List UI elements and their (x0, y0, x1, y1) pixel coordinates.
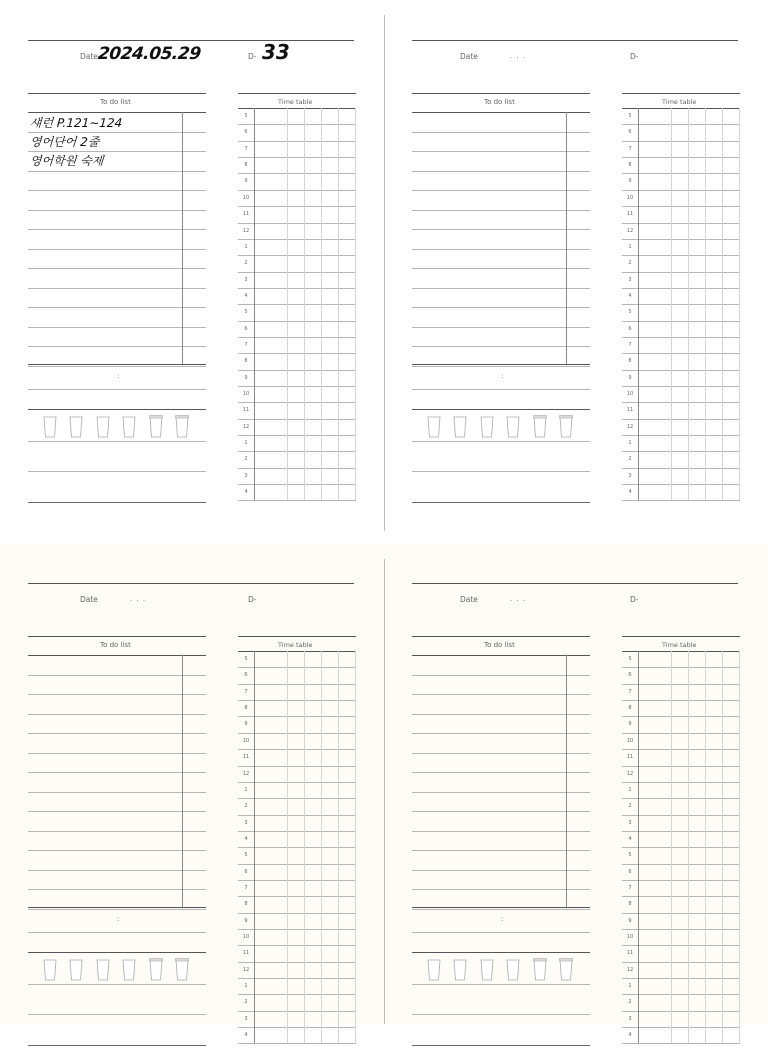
timetable-minute-column (671, 108, 672, 500)
timetable-minute-column (739, 651, 740, 1043)
todo-top-line (412, 93, 590, 94)
timetable-hour-label: 8 (628, 705, 632, 712)
dday-label: D- (248, 595, 257, 604)
timetable-hour-label: 2 (628, 260, 632, 267)
todo-row-line (412, 811, 590, 812)
timetable-hour-label: 12 (626, 966, 634, 973)
todo-row-line (28, 753, 206, 754)
water-cup-icon[interactable] (427, 958, 439, 980)
timetable-minute-column (688, 651, 689, 1043)
todo-row-line (28, 327, 206, 328)
todo-row-line (28, 288, 206, 289)
todo-row-line (28, 307, 206, 308)
water-cup-icon[interactable] (533, 958, 545, 980)
water-cup-icon[interactable] (506, 415, 518, 437)
timetable-hour-label: 12 (626, 423, 634, 430)
water-cup-icon[interactable] (96, 958, 108, 980)
timetable-minute-column (304, 651, 305, 1043)
timetable-hour-label: 6 (244, 325, 248, 332)
todo-row-line (412, 889, 590, 890)
date-label: Date (460, 595, 478, 604)
timetable-hour-label: 11 (626, 407, 634, 414)
water-top-line (412, 952, 590, 953)
timetable-hour-label: 11 (242, 950, 250, 957)
timetable-row-line (622, 1043, 740, 1044)
timetable-hour-label: 6 (244, 672, 248, 679)
study-time-colon: : (501, 372, 504, 380)
todo-check-column (182, 655, 183, 907)
timetable-hour-label: 6 (628, 672, 632, 679)
timetable-hour-label: 12 (626, 227, 634, 234)
timetable-hour-label: 8 (244, 162, 248, 169)
memo-bottom-line (412, 502, 590, 503)
timetable-hour-label: 1 (628, 440, 632, 446)
timetable-hour-label: 3 (244, 819, 248, 826)
timetable-hour-label: 11 (626, 754, 634, 761)
water-top-line (28, 409, 206, 410)
timetable-hour-column (254, 651, 255, 1043)
todo-row-line (412, 268, 590, 269)
timetable-top-line (622, 93, 740, 94)
timetable-hour-label: 6 (244, 129, 248, 136)
todo-row-line (28, 850, 206, 851)
todo-row-line (412, 694, 590, 695)
date-label: Date (80, 595, 98, 604)
timetable-hour-label: 12 (242, 966, 250, 973)
timetable-hour-label: 9 (244, 178, 248, 185)
water-cup-icon[interactable] (122, 415, 134, 437)
timetable-minute-column (321, 651, 322, 1043)
timetable-hour-label: 7 (244, 884, 248, 891)
water-cup-icon[interactable] (149, 958, 161, 980)
timetable-minute-column (287, 108, 288, 500)
study-time-line (412, 389, 590, 390)
todo-row-line (412, 151, 590, 152)
todo-check-column (182, 112, 183, 364)
timetable-hour-label: 1 (628, 786, 632, 793)
timetable-hour-label: 3 (244, 276, 248, 283)
memo-bottom-line (28, 502, 206, 503)
timetable-minute-column (739, 108, 740, 500)
memo-line (412, 984, 590, 985)
planner-page (384, 543, 744, 1063)
timetable-hour-label: 5 (628, 113, 632, 119)
todo-row-line (412, 190, 590, 191)
todo-row-line (412, 307, 590, 308)
timetable-hour-label: 10 (626, 737, 634, 744)
water-cup-icon[interactable] (506, 958, 518, 980)
timetable-hour-column (254, 108, 255, 500)
todo-row-line (28, 694, 206, 695)
date-dots: . . . (130, 595, 147, 603)
date-dots: . . . (510, 52, 527, 60)
timetable-top-line (238, 636, 356, 637)
timetable-minute-column (722, 651, 723, 1043)
memo-line (412, 441, 590, 442)
timetable-hour-label: 7 (628, 688, 632, 695)
timetable-hour-label: 6 (628, 129, 632, 136)
timetable-hour-label: 8 (628, 901, 632, 908)
todo-bottom-line (28, 364, 206, 365)
timetable-hour-label: 8 (628, 358, 632, 365)
todo-row-line (28, 889, 206, 890)
timetable-hour-label: 4 (628, 489, 632, 496)
timetable-hour-label: 7 (628, 884, 632, 891)
timetable-title: Time table (278, 98, 313, 106)
todo-row-line (412, 753, 590, 754)
memo-bottom-line (28, 1045, 206, 1046)
dday-label: D- (630, 52, 639, 61)
todo-title: To do list (484, 98, 515, 106)
timetable-hour-label: 5 (244, 113, 248, 119)
timetable-hour-label: 2 (628, 999, 632, 1006)
timetable-hour-label: 11 (626, 211, 634, 218)
timetable-minute-column (705, 651, 706, 1043)
timetable-hour-label: 2 (244, 456, 248, 463)
water-cup-icon[interactable] (43, 415, 55, 437)
todo-row-line (412, 714, 590, 715)
timetable-hour-label: 8 (244, 358, 248, 365)
timetable-hour-label: 5 (244, 309, 248, 316)
todo-bottom-line (412, 364, 590, 365)
timetable-hour-label: 11 (242, 754, 250, 761)
todo-row-line (28, 733, 206, 734)
timetable-hour-label: 2 (244, 260, 248, 267)
timetable-hour-label: 5 (244, 656, 248, 662)
timetable-hour-label: 5 (628, 656, 632, 662)
todo-row-line (412, 249, 590, 250)
timetable-hour-label: 4 (244, 835, 248, 842)
water-cup-icon[interactable] (122, 958, 134, 980)
timetable-title: Time table (662, 641, 697, 649)
todo-check-column (566, 112, 567, 364)
timetable-hour-column (638, 651, 639, 1043)
water-cup-icon[interactable] (69, 415, 81, 437)
timetable-hour-label: 9 (244, 721, 248, 728)
water-cup-icon[interactable] (480, 958, 492, 980)
todo-title: To do list (484, 641, 515, 649)
water-cup-icon[interactable] (453, 958, 465, 980)
timetable-minute-column (355, 108, 356, 500)
study-time-colon: : (117, 372, 120, 380)
todo-row-line (28, 831, 206, 832)
date-label: Date (80, 52, 98, 61)
todo-top-line (28, 636, 206, 637)
todo-row-line (412, 831, 590, 832)
memo-line (412, 1014, 590, 1015)
timetable-hour-label: 9 (628, 374, 632, 381)
timetable-hour-label: 12 (242, 227, 250, 234)
timetable-hour-label: 2 (628, 456, 632, 463)
water-cup-icon[interactable] (533, 415, 545, 437)
timetable-hour-label: 10 (242, 391, 250, 397)
timetable-hour-label: 7 (628, 145, 632, 152)
memo-line (28, 441, 206, 442)
todo-row-line (412, 772, 590, 773)
timetable-hour-label: 11 (242, 407, 250, 414)
todo-row-line (412, 909, 590, 910)
study-time-line (412, 932, 590, 933)
timetable-hour-label: 4 (628, 1032, 632, 1039)
timetable-row-line (238, 500, 356, 501)
timetable-hour-label: 10 (242, 934, 250, 940)
todo-row-line (412, 327, 590, 328)
todo-check-column (566, 655, 567, 907)
timetable-hour-label: 3 (628, 819, 632, 826)
planner-page (0, 543, 360, 1063)
water-cup-icon[interactable] (453, 415, 465, 437)
timetable-hour-label: 3 (244, 472, 248, 479)
planner-page (384, 0, 744, 520)
todo-row-line (412, 229, 590, 230)
timetable-minute-column (338, 108, 339, 500)
todo-row-line (412, 346, 590, 347)
todo-row-line (28, 346, 206, 347)
timetable-hour-label: 7 (244, 341, 248, 348)
timetable-hour-label: 1 (628, 983, 632, 989)
timetable-hour-label: 9 (628, 917, 632, 924)
timetable-hour-label: 12 (242, 423, 250, 430)
todo-row-line (412, 210, 590, 211)
todo-bottom-line (28, 907, 206, 908)
timetable-hour-label: 8 (628, 162, 632, 169)
timetable-minute-column (287, 651, 288, 1043)
timetable-hour-label: 8 (244, 901, 248, 908)
todo-row-line (412, 171, 590, 172)
water-cup-icon[interactable] (427, 415, 439, 437)
memo-line (28, 984, 206, 985)
todo-header-line (28, 112, 206, 113)
todo-top-line (28, 93, 206, 94)
timetable-hour-label: 11 (242, 211, 250, 218)
timetable-hour-label: 10 (626, 391, 634, 397)
timetable-hour-label: 1 (628, 243, 632, 250)
timetable-hour-label: 9 (628, 178, 632, 185)
timetable-hour-label: 4 (628, 292, 632, 299)
date-label: Date (460, 52, 478, 61)
timetable-hour-label: 1 (244, 243, 248, 250)
timetable-minute-column (688, 108, 689, 500)
todo-header-line (28, 655, 206, 656)
timetable-hour-label: 9 (628, 721, 632, 728)
todo-row-line (28, 229, 206, 230)
header-line (412, 583, 738, 584)
todo-row-line (412, 870, 590, 871)
timetable-hour-label: 6 (244, 868, 248, 875)
todo-row-line (28, 190, 206, 191)
water-cup-icon[interactable] (43, 958, 55, 980)
water-cup-icon[interactable] (69, 958, 81, 980)
timetable-row-line (238, 1043, 356, 1044)
study-time-line (28, 932, 206, 933)
timetable-hour-label: 7 (244, 688, 248, 695)
todo-row-line (28, 714, 206, 715)
todo-row-line (412, 366, 590, 367)
planner-page (0, 0, 360, 520)
timetable-title: Time table (278, 641, 313, 649)
timetable-hour-label: 2 (244, 803, 248, 810)
water-cup-icon[interactable] (175, 958, 187, 980)
timetable-row-line (622, 500, 740, 501)
todo-row-line (28, 366, 206, 367)
todo-row-line (28, 675, 206, 676)
timetable-hour-label: 2 (628, 803, 632, 810)
timetable-hour-label: 9 (244, 374, 248, 381)
timetable-minute-column (304, 108, 305, 500)
memo-line (28, 471, 206, 472)
todo-header-line (412, 112, 590, 113)
timetable-hour-label: 2 (244, 999, 248, 1006)
timetable-hour-label: 6 (628, 325, 632, 332)
todo-row-line (28, 268, 206, 269)
study-time-colon: : (117, 915, 120, 923)
timetable-hour-label: 5 (628, 852, 632, 859)
timetable-minute-column (338, 651, 339, 1043)
todo-row-line (412, 675, 590, 676)
timetable-hour-label: 3 (628, 472, 632, 479)
timetable-hour-label: 8 (244, 705, 248, 712)
todo-row-line (28, 870, 206, 871)
todo-row-line (28, 249, 206, 250)
date-dots: . . . (510, 595, 527, 603)
todo-bottom-line (412, 907, 590, 908)
dday-value[interactable]: 33 (262, 40, 290, 64)
timetable-hour-label: 4 (244, 292, 248, 299)
timetable-top-line (622, 636, 740, 637)
water-cup-icon[interactable] (559, 958, 571, 980)
todo-row-line (412, 792, 590, 793)
timetable-hour-label: 1 (244, 786, 248, 793)
timetable-hour-column (638, 108, 639, 500)
todo-row-line (28, 811, 206, 812)
todo-title: To do list (100, 641, 131, 649)
timetable-hour-label: 9 (244, 917, 248, 924)
timetable-hour-label: 6 (628, 868, 632, 875)
timetable-hour-label: 4 (244, 489, 248, 496)
timetable-hour-label: 3 (628, 1015, 632, 1022)
timetable-hour-label: 10 (242, 194, 250, 201)
todo-row-line (28, 772, 206, 773)
date-value[interactable]: 2024.05.29 (96, 44, 202, 64)
todo-row-line (28, 909, 206, 910)
timetable-hour-label: 5 (244, 852, 248, 859)
timetable-hour-label: 4 (628, 835, 632, 842)
water-cup-icon[interactable] (149, 415, 161, 437)
timetable-hour-label: 7 (244, 145, 248, 152)
timetable-hour-label: 3 (244, 1015, 248, 1022)
timetable-title: Time table (662, 98, 697, 106)
study-time-line (28, 389, 206, 390)
header-line (412, 40, 738, 41)
water-top-line (28, 952, 206, 953)
memo-line (28, 1014, 206, 1015)
study-time-colon: : (501, 915, 504, 923)
timetable-minute-column (705, 108, 706, 500)
todo-header-line (412, 655, 590, 656)
todo-item[interactable]: 섀런 P.121~124 (29, 116, 123, 130)
timetable-hour-label: 12 (626, 770, 634, 777)
header-line (28, 40, 354, 41)
water-cup-icon[interactable] (559, 415, 571, 437)
todo-row-line (412, 850, 590, 851)
timetable-hour-label: 1 (244, 440, 248, 446)
todo-row-line (28, 171, 206, 172)
water-cup-icon[interactable] (96, 415, 108, 437)
timetable-hour-label: 1 (244, 983, 248, 989)
todo-row-line (28, 210, 206, 211)
water-cup-icon[interactable] (175, 415, 187, 437)
timetable-hour-label: 10 (626, 934, 634, 940)
memo-bottom-line (412, 1045, 590, 1046)
timetable-minute-column (722, 108, 723, 500)
todo-item[interactable]: 영어학원 숙제 (29, 154, 104, 168)
todo-item[interactable]: 영어단어 2줄 (29, 135, 100, 149)
dday-label: D- (630, 595, 639, 604)
timetable-hour-label: 5 (628, 309, 632, 316)
todo-row-line (412, 132, 590, 133)
timetable-hour-label: 10 (626, 194, 634, 201)
timetable-hour-label: 3 (628, 276, 632, 283)
todo-row-line (412, 288, 590, 289)
timetable-hour-label: 10 (242, 737, 250, 744)
todo-row-line (412, 733, 590, 734)
timetable-minute-column (321, 108, 322, 500)
timetable-top-line (238, 93, 356, 94)
dday-label: D- (248, 52, 257, 61)
timetable-hour-label: 12 (242, 770, 250, 777)
water-cup-icon[interactable] (480, 415, 492, 437)
header-line (28, 583, 354, 584)
timetable-hour-label: 11 (626, 950, 634, 957)
todo-top-line (412, 636, 590, 637)
todo-row-line (28, 792, 206, 793)
memo-line (412, 471, 590, 472)
timetable-hour-label: 4 (244, 1032, 248, 1039)
timetable-minute-column (355, 651, 356, 1043)
timetable-hour-label: 7 (628, 341, 632, 348)
water-top-line (412, 409, 590, 410)
todo-title: To do list (100, 98, 131, 106)
timetable-minute-column (671, 651, 672, 1043)
